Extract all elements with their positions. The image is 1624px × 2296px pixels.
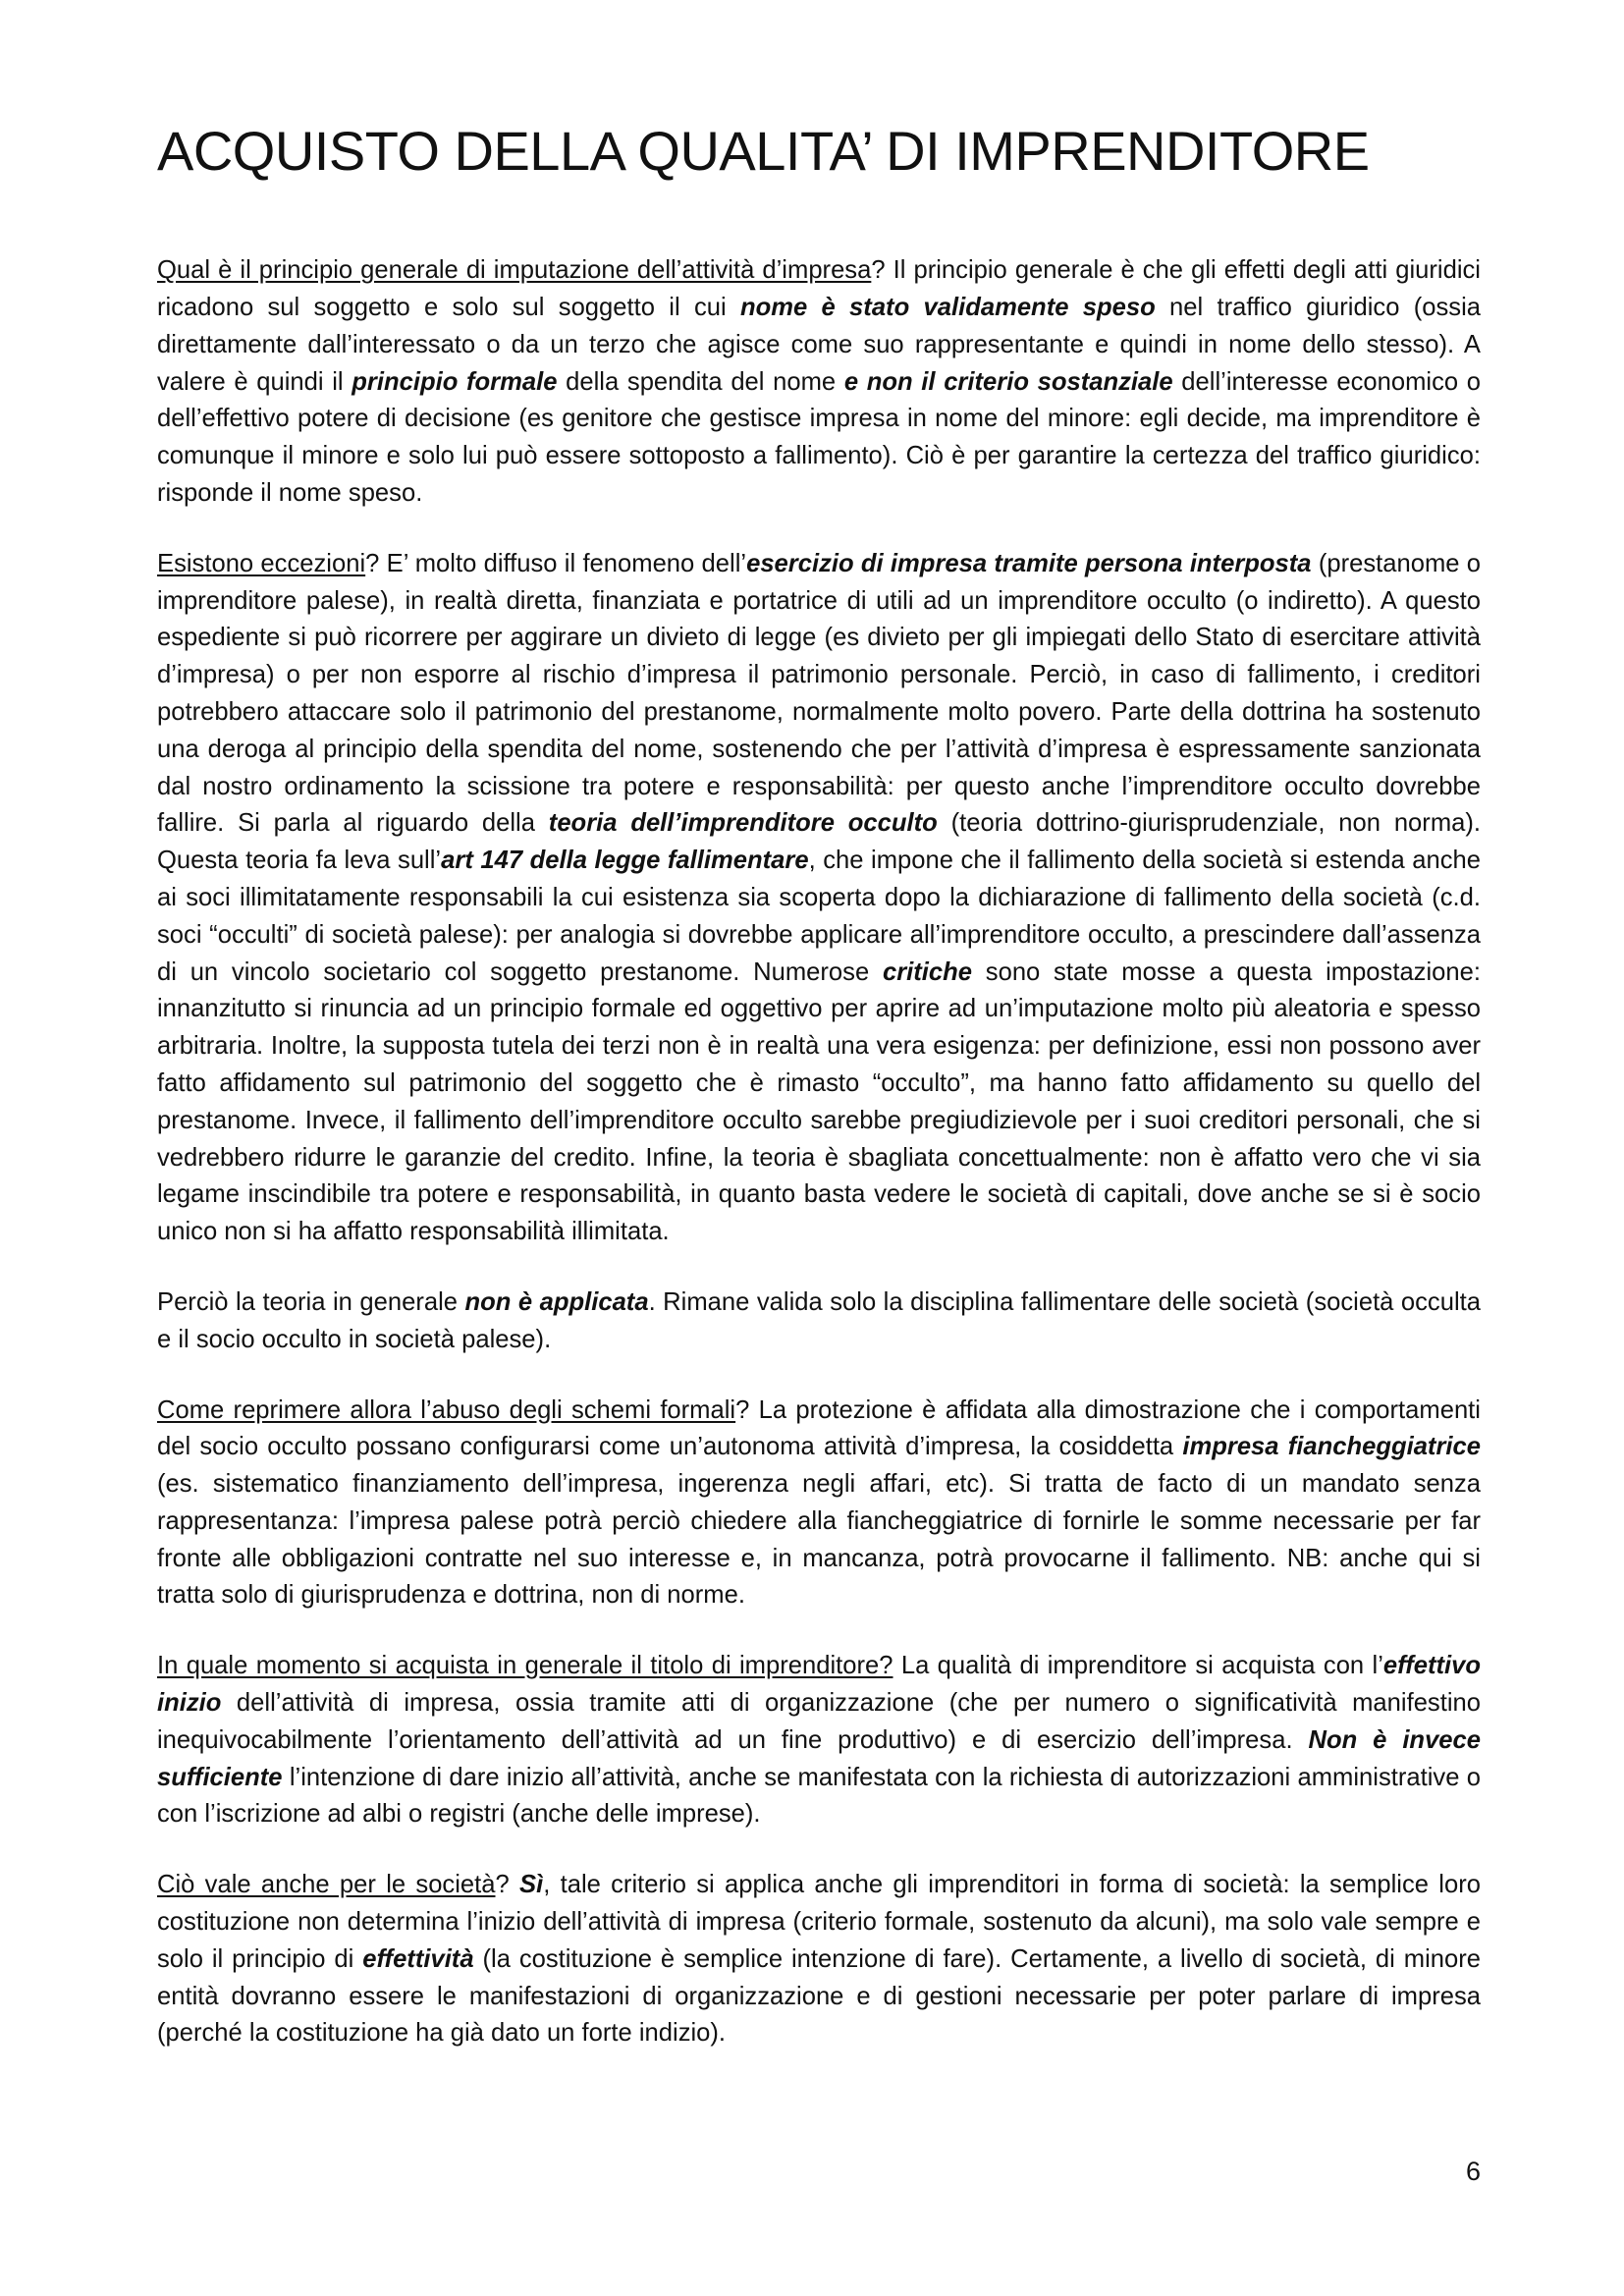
- body-text: ? E’ molto diffuso il fenomeno dell’: [365, 549, 747, 577]
- emphasis-text: e non il criterio sostanziale: [843, 367, 1173, 396]
- document-body: [157, 252, 1481, 2052]
- question-text: Come reprimere allora l’abuso degli schemi formali: [157, 1395, 736, 1424]
- document-page: [157, 118, 1481, 2086]
- body-text: l’intenzione di dare inizio all’attività, anche se manifestata con la richiesta di autorizzazioni amministrative o con l’iscrizione ad albi o registri (anche delle imprese).: [157, 1763, 1481, 1829]
- page-title: ACQUISTO DELLA QUALITA’ DI IMPRENDITORE: [157, 120, 1370, 182]
- emphasis-text: principio formale: [352, 367, 558, 396]
- question-text: In quale momento si acquista in generale il titolo di imprenditore?: [157, 1652, 893, 1680]
- emphasis-text: non è applicata: [464, 1287, 649, 1316]
- body-text: , tale criterio si applica anche gli imprenditori in forma di società: la semplice loro costituzione non determina l’inizio dell’attività di impresa (criterio formale, sostenuto da alcuni), ma solo vale sempre e solo il principio di: [157, 1871, 1481, 1973]
- emphasis-text: Sì: [519, 1871, 544, 1899]
- body-text: sono state mosse a questa impostazione: innanzitutto si rinuncia ad un principio formale ed oggettivo per aprire ad un’imputazione molto più aleatoria e spesso arbitraria. Inoltre, la supposta tutela dei terzi non è in realtà una vera esigenza: per definizione, essi non possono aver fatto affidamento sul patrimonio del soggetto che è rimasto “occulto”, ma hanno fatto affidamento su quello del prestanome. Invece, il fallimento dell’imprenditore occulto sarebbe pregiudizievole per i suoi creditori personali, che si vedrebbero ridurre le garanzie del credito. Infine, la teoria è sbagliata concettualmente: non è affatto vero che vi sia legame inscindibile tra potere e responsabilità, in quanto basta vedere le società di capitali, dove anche se si è socio unico non si ha affatto responsabilità illimitata.: [157, 957, 1481, 1246]
- body-text: Perciò la teoria in generale: [157, 1287, 465, 1316]
- body-text: ? La protezione è affidata alla dimostrazione che i comportamenti del socio occulto possano configurarsi come un’autonoma attività d’impresa, la cosiddetta: [157, 1395, 1481, 1461]
- body-text: . Rimane valida solo la disciplina fallimentare delle società (società occulta e il socio occulto in società palese).: [157, 1287, 1481, 1353]
- body-text: ? Il principio generale è che gli effetti degli atti giuridici ricadono sul soggetto e solo sul soggetto il cui: [157, 256, 1481, 321]
- emphasis-text: art 147 della legge fallimentare: [441, 847, 809, 875]
- page-number: 6: [1465, 2157, 1481, 2186]
- body-text: (prestanome o imprenditore palese), in realtà diretta, finanziata e portatrice di utili ad un imprenditore occulto (o indiretto). A questo espediente si può ricorrere per aggirare un divieto di legge (es divieto per gli impiegati dello Stato di esercitare attività d’impresa) o per non esporre al rischio d’impresa il patrimonio personale. Perciò, in caso di fallimento, i creditori potrebbero attaccare solo il patrimonio del prestanome, normalmente molto povero. Parte della dottrina ha sostenuto una deroga al principio della spendita del nome, sostenendo che per l’attività d’impresa è espressamente sanzionata dal nostro ordinamento la scissione tra potere e responsabilità: per questo anche l’imprenditore occulto dovrebbe fallire. Si parla al riguardo della: [157, 549, 1482, 838]
- body-text: dell’attività di impresa, ossia tramite atti di organizzazione (che per numero o significatività manifestino inequivocabilmente l’orientamento dell’attività ad un fine produttivo) e di esercizio dell’impresa.: [157, 1689, 1481, 1754]
- body-text: La qualità di imprenditore si acquista con l’: [893, 1652, 1383, 1680]
- body-text: (teoria dottrino-giurisprudenziale, non norma). Questa teoria fa leva sull’: [157, 809, 1482, 875]
- question-text: Qual è il principio generale di imputazione dell’attività d’impresa: [157, 256, 872, 285]
- emphasis-text: effettivo inizio: [157, 1652, 1481, 1718]
- emphasis-text: critiche: [882, 957, 973, 986]
- paragraph-principio-generale: [157, 252, 1481, 513]
- body-text: nel traffico giuridico (ossia direttamente dall’interessato o da un terzo che agisce come suo rappresentante e quindi in nome dello stesso). A valere è quindi il: [157, 293, 1481, 396]
- paragraph-non-applicata: [157, 1285, 1481, 1359]
- paragraph-eccezioni: [157, 546, 1481, 1251]
- emphasis-text: teoria dell’imprenditore occulto: [548, 809, 938, 838]
- emphasis-text: effettività: [362, 1944, 474, 1973]
- body-text: dell’interesse economico o dell’effettivo potere di decisione (es genitore che gestisce impresa in nome del minore: egli decide, ma imprenditore è comunque il minore e solo lui può essere sottoposto a fallimento). Ciò è per garantire la certezza del traffico giuridico: risponde il nome speso.: [157, 367, 1482, 507]
- emphasis-text: impresa fiancheggiatrice: [1182, 1433, 1481, 1461]
- body-text: , che impone che il fallimento della società si estenda anche ai soci illimitatamente responsabili la cui esistenza sia scoperta dopo la dichiarazione di fallimento della società (c.d. soci “occulti” di società palese): per analogia si dovrebbe applicare all’imprenditore occulto, a prescindere dall’assenza di un vincolo societario col soggetto prestanome. Numerose: [157, 847, 1482, 986]
- body-text: ?: [495, 1871, 520, 1899]
- emphasis-text: Non è invece sufficiente: [157, 1725, 1482, 1791]
- emphasis-text: nome è stato validamente speso: [739, 293, 1156, 321]
- body-text: (la costituzione è semplice intenzione di fare). Certamente, a livello di società, di minore entità dovranno essere le manifestazioni di organizzazione e di gestioni necessarie per poter parlare di impresa (perché la costituzione ha già dato un forte indizio).: [157, 1944, 1481, 2048]
- question-text: Esistono eccezioni: [157, 549, 366, 577]
- body-text: (es. sistematico finanziamento dell’impresa, ingerenza negli affari, etc). Si tratta de facto di un mandato senza rappresentanza: l’impresa palese potrà perciò chiedere alla fiancheggiatrice di fornirle le somme necessarie per far fronte alle obbligazioni contratte nel suo interesse e, in mancanza, potrà provocarne il fallimento. NB: anche qui si tratta solo di giurisprudenza e dottrina, non di norme.: [157, 1470, 1481, 1610]
- body-text: della spendita del nome: [557, 367, 844, 396]
- paragraph-reprimere-abuso: [157, 1393, 1481, 1615]
- paragraph-momento-acquisto: [157, 1648, 1481, 1833]
- question-text: Ciò vale anche per le società: [157, 1871, 496, 1899]
- emphasis-text: esercizio di impresa tramite persona interposta: [746, 549, 1312, 577]
- paragraph-societa: [157, 1867, 1481, 2052]
